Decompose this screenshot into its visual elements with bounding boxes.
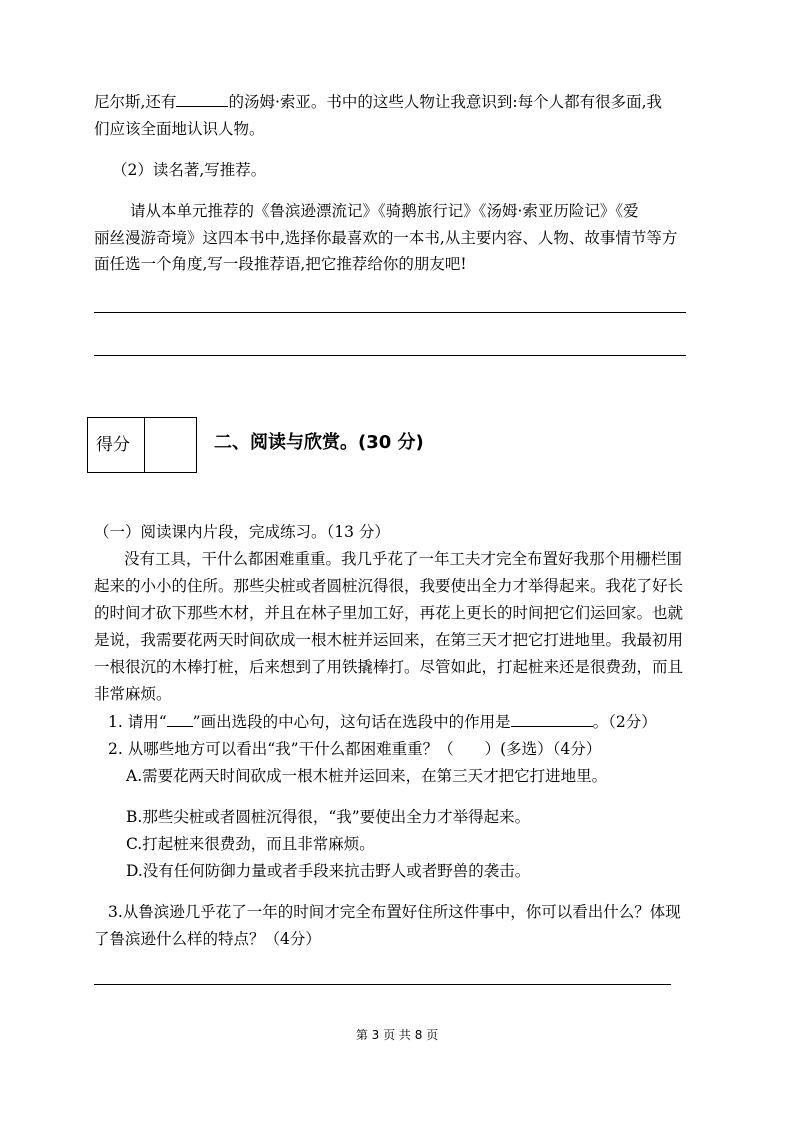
text-line: 们应该全面地认识人物。: [94, 120, 265, 138]
answer-line[interactable]: [94, 312, 686, 313]
passage-line: 起来的小小的住所。那些尖桩或者圆桩沉得很，我要使出全力才举得起来。我花了好长: [94, 577, 684, 595]
underline-sample: [167, 712, 193, 727]
section-title: 二、阅读与欣赏。(30 分): [214, 432, 424, 453]
answer-blank[interactable]: [511, 712, 593, 727]
text-segment: 尼尔斯,还有: [94, 93, 177, 111]
passage-line: 是说，我需要花两天时间砍成一根木桩并运回来，在第三天才把它打进地里。我最初用: [94, 631, 684, 649]
page-footer: 第 3 页 共 8 页: [355, 1028, 439, 1042]
reading-heading: （一）阅读课内片段，完成练习。（13 分）: [94, 523, 390, 541]
text-line: [94, 92, 662, 112]
text-segment: 1. 请用“: [108, 713, 167, 731]
answer-blank[interactable]: [176, 92, 228, 107]
option-d[interactable]: D.没有任何防御力量或者手段来抗击野人或者野兽的袭击。: [126, 862, 531, 880]
text-segment: 的汤姆·索亚。书中的这些人物让我意识到:每个人都有很多面,我: [228, 93, 663, 111]
text-line: 面任选一个角度,写一段推荐语,把它推荐给你的朋友吧!: [94, 255, 467, 273]
question-3: 3.从鲁滨逊几乎花了一年的时间才完全布置好住所这件事中，你可以看出什么？体现: [108, 903, 681, 921]
text-line: 丽丝漫游奇境》这四本书中,选择你最喜欢的一本书,从主要内容、人物、故事情节等方: [94, 229, 678, 247]
question-2: 2. 从哪些地方可以看出“我”干什么都困难重重？（ ）(多选）（4分）: [108, 740, 602, 758]
passage-line: 非常麻烦。: [94, 685, 172, 703]
passage-line: 没有工具，干什么都困难重重。我几乎花了一年工夫才完全布置好我那个用栅栏围: [124, 550, 683, 568]
question-1: [108, 712, 657, 732]
answer-line[interactable]: [94, 355, 686, 356]
score-label: 得分: [96, 435, 130, 455]
passage-line: 的时间才砍下那些木材，并且在林子里加工好，再花上更长的时间把它们运回家。也就: [94, 604, 684, 622]
answer-line[interactable]: [94, 984, 671, 985]
question-heading: （2）读名著,写推荐。: [112, 161, 267, 179]
passage-line: 一根很沉的木棒打桩，后来想到了用铁撬棒打。尽管如此，打起桩来还是很费劲，而且: [94, 658, 684, 676]
option-c[interactable]: C.打起桩来很费劲，而且非常麻烦。: [126, 835, 375, 853]
question-3-cont: 了鲁滨逊什么样的特点？（4分）: [94, 930, 321, 948]
option-b[interactable]: B.那些尖桩或者圆桩沉得很，“我”要使出全力才举得起来。: [126, 808, 531, 826]
text-line: 请从本单元推荐的《鲁滨逊漂流记》《骑鹅旅行记》《汤姆·索亚历险记》《爱: [130, 202, 639, 220]
score-box: [87, 417, 197, 473]
option-a[interactable]: A.需要花两天时间砍成一根木桩并运回来，在第三天才把它打进地里。: [126, 767, 608, 785]
text-segment: ”画出选段的中心句，这句话在选段中的作用是: [192, 713, 511, 731]
score-box-divider: [144, 418, 145, 472]
text-segment: 。（2分）: [592, 713, 657, 731]
